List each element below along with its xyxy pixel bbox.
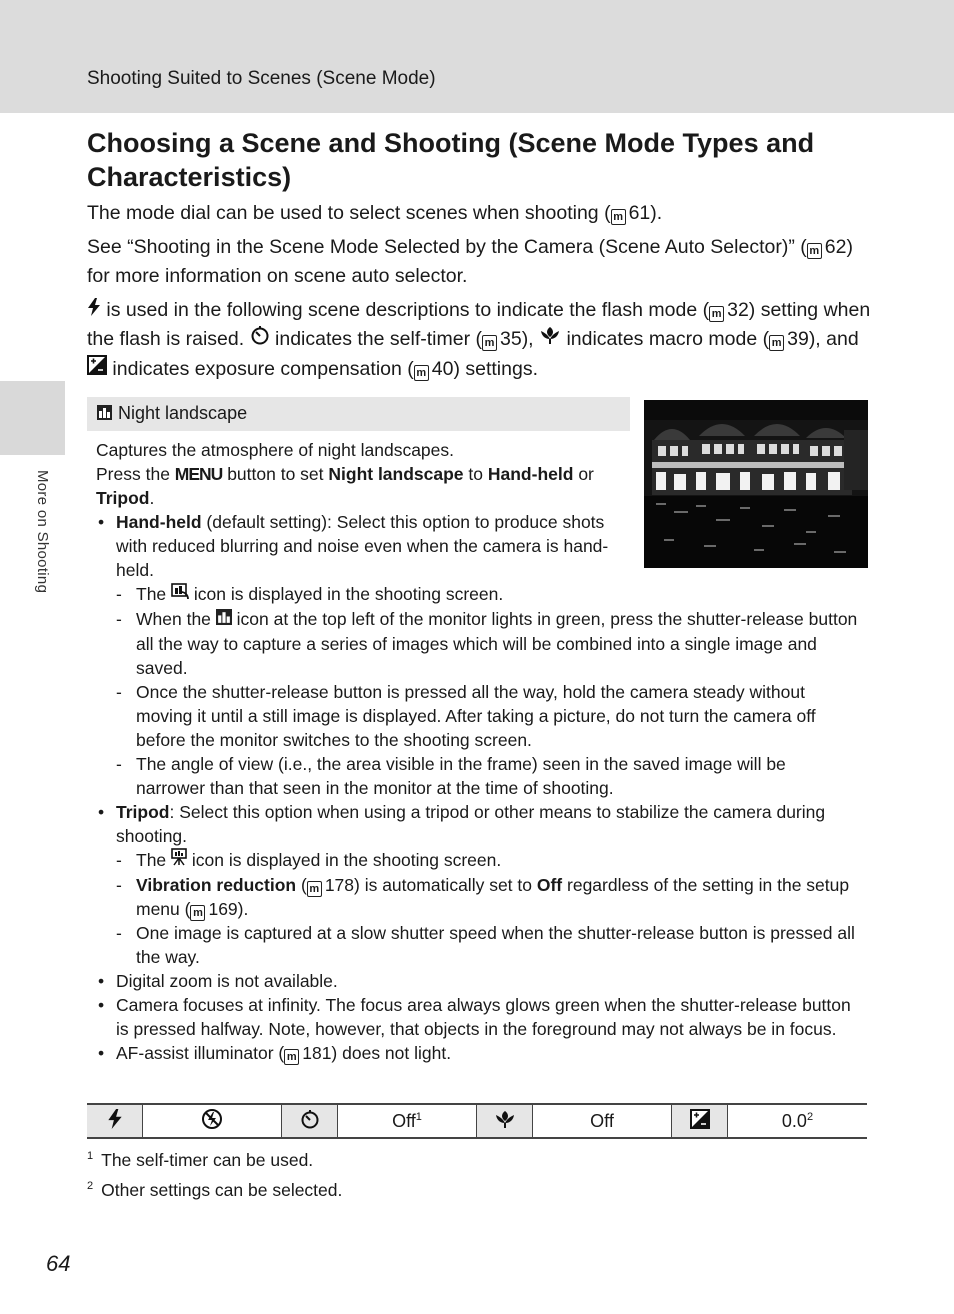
page-title: Choosing a Scene and Shooting (Scene Mode Types and Characteristics) (87, 128, 815, 192)
exposure-value-cell: $0.0^2$ (728, 1104, 868, 1138)
list-item: - When the icon at the top left of the monitor lights in green, press the shutter-release button all the way to capture a series of images which will be combined into a single image and saved. (116, 607, 858, 680)
list-item: • Camera focuses at infinity. The focus area always glows green when the shutter-release button is pressed halfway. Note, however, that objects in the foreground may not always be in focus. (96, 993, 858, 1041)
settings-table (87, 1103, 867, 1139)
scene-section-header (87, 397, 630, 431)
side-tab (0, 381, 65, 455)
exposure-compensation-icon (87, 355, 107, 385)
flash-cell (87, 1104, 143, 1138)
footnote: $^1$ The self-timer can be used. (87, 1149, 314, 1170)
scene-description: Captures the atmosphere of night landscapes. Press the MENU button to set Night landscape to Hand-held or Tripod. • Hand-held (default setting): Select this option to produce shots with reduced blurring and noise even when the camera is hand-held. - The icon is displayed in the shooting screen. - When the icon at the top left of the monitor lights in green, press the shutter-release button all the way to capture a series of images which will be combined into a single image and saved. - Once the shutter-release button is pressed all the way, hold the camera steady without moving it until a still image is displayed. After taking a picture, do not turn the camera off before the monitor switches to the shooting screen. - The angle of view (i.e., the area visible in the frame) seen in the saved image will be narrower than that seen in the monitor at the time of shooting. • Tripod: Select this option when using a tripod or other means to stabilize the camera during shooting. - The icon is displayed in the shooting screen. - Vibration reduction ( m 178) is automatically set to Off regardless of the setting in the setup menu ( m 169). - One image is captured at a slow shutter speed when the shutter-release button is pressed all the way. • Digital zoom is not available. • Camera focuses at infinity. The focus area always glows green when the shutter-release button is pressed halfway. Note, however, that objects in the foreground may not always be in focus. • AF-assist illuminator ( m 181) does not light. (96, 438, 858, 1065)
self-timer-icon (250, 325, 270, 355)
page-header (0, 0, 954, 113)
side-tab-label: More on Shooting (34, 470, 51, 594)
macro-icon (494, 1113, 516, 1133)
list-item: - Once the shutter-release button is pressed all the way, hold the camera steady without moving it until a still image is displayed. After taking a picture, do not turn the camera off before the monitor switches to the shooting screen. (116, 680, 858, 752)
section-title: Shooting Suited to Scenes (Scene Mode) (87, 68, 436, 89)
hand-held-icon (171, 583, 189, 607)
page-number: 64 (46, 1251, 71, 1276)
list-item: • Hand-held (default setting): Select this option to produce shots with reduced blurring and noise even when the camera is hand-held. - The icon is displayed in the shooting screen. - When the icon at the top left of the monitor lights in green, press the shutter-release button all the way to capture a series of images which will be combined into a single image and saved. - Once the shutter-release button is pressed all the way, hold the camera steady without moving it until a still image is displayed. After taking a picture, do not turn the camera off before the monitor switches to the shooting screen. - The angle of view (i.e., the area visible in the frame) seen in the saved image will be narrower than that seen in the monitor at the time of shooting. (96, 510, 858, 800)
footnote: $^2$ Other settings can be selected. (87, 1179, 343, 1200)
list-item: - The icon is displayed in the shooting screen. (116, 848, 858, 873)
macro-icon (539, 325, 561, 355)
book-reference-icon: m (190, 905, 205, 921)
list-item: • Digital zoom is not available. (96, 969, 858, 993)
flash-icon (87, 296, 101, 326)
list-item: - Vibration reduction ( m 178) is automatically set to Off regardless of the setting in the setup menu ( m 169). (116, 873, 858, 921)
scene-section-title: Night landscape (118, 403, 248, 423)
flash-off-icon (201, 1114, 223, 1134)
tripod-icon (171, 848, 187, 873)
macro-value-cell: Off (533, 1104, 672, 1138)
list-item: - The icon is displayed in the shooting screen. (116, 582, 858, 607)
intro-paragraph-2: See “Shooting in the Scene Mode Selected by the Camera (Scene Auto Selector)” ( m 62) for more information on scene auto selector. (87, 235, 853, 287)
book-reference-icon: m (307, 881, 322, 897)
book-reference-icon: m (709, 306, 724, 322)
self-timer-value-cell: Off$^1$ (338, 1104, 477, 1138)
exposure-compensation-icon (690, 1113, 710, 1133)
self-timer-icon (300, 1113, 320, 1133)
list-item: • Tripod: Select this option when using a tripod or other means to stabilize the camera during shooting. - The icon is displayed in the shooting screen. - Vibration reduction ( m 178) is automatically set to Off regardless of the setting in the setup menu ( m 169). - One image is captured at a slow shutter speed when the shutter-release button is pressed all the way. (96, 800, 858, 969)
self-timer-cell (282, 1104, 338, 1138)
macro-cell (477, 1104, 533, 1138)
book-reference-icon: m (414, 365, 429, 381)
book-reference-icon: m (769, 335, 784, 351)
list-item: - The angle of view (i.e., the area visible in the frame) seen in the saved image will be narrower than that seen in the monitor at the time of shooting. (116, 752, 858, 800)
night-landscape-icon (216, 608, 232, 632)
book-reference-icon: m (284, 1049, 299, 1065)
menu-icon: MENU (174, 464, 223, 484)
intro-paragraph-1: The mode dial can be used to select scenes when shooting ( m 61). (87, 202, 663, 224)
book-reference-icon: m (482, 335, 497, 351)
footnotes (87, 1143, 342, 1203)
list-item: - One image is captured at a slow shutter speed when the shutter-release button is pressed all the way. (116, 921, 858, 969)
intro (87, 199, 877, 388)
option-list (96, 510, 858, 1065)
flash-value-cell (143, 1104, 282, 1138)
book-reference-icon: m (807, 243, 822, 259)
night-landscape-icon (97, 405, 112, 420)
list-item: • AF-assist illuminator ( m 181) does not light. (96, 1041, 858, 1065)
book-reference-icon: m (611, 209, 626, 225)
intro-paragraph-3: is used in the following scene descriptions to indicate the flash mode ( m 32) setting when the flash is raised. indicates the self-timer ( m 35), indicates macro mode ( m 39), and indicates exposure compensation ( m 40) settings. (87, 296, 877, 385)
flash-icon (107, 1113, 123, 1133)
exposure-cell (672, 1104, 728, 1138)
